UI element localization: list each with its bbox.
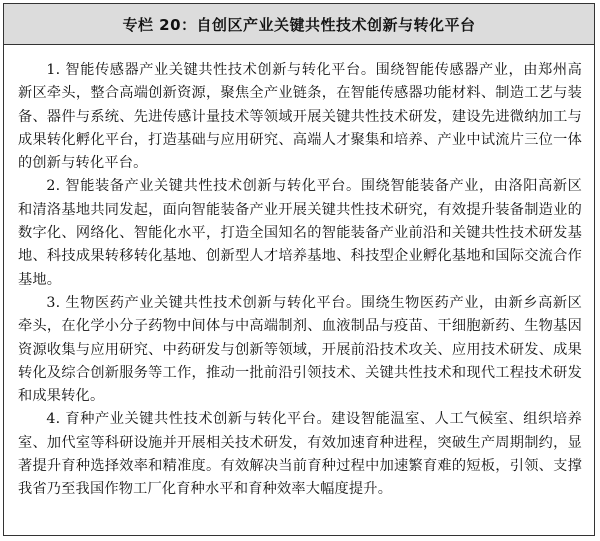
paragraph-equipment-platform: 2. 智能装备产业关键共性技术创新与转化平台。围绕智能装备产业，由洛阳高新区和清洛基地共同发起，面向智能装备产业开展关键共性技术研究，有效提升装备制造业的数字化、网络化、智能化水平，打造全国知名的智能装备产业前沿和关键共性技术研发基地、科技成果转移转化基地、创新型人才培养基地、科技型企业孵化基地和国际交流合作基地。 xyxy=(18,178,582,288)
paragraph-breeding-platform: 4. 育种产业关键共性技术创新与转化平台。建设智能温室、人工气候室、组织培养室、加代室等科研设施并开展相关技术研发，有效加速育种进程，突破生产周期制约，显著提升育种选择效率和精准度。有效解决当前育种过程中加速繁育难的短板，引领、支撑我省乃至我国作物工厂化育种水平和育种效率大幅度提升。 xyxy=(18,411,582,498)
box-title: 专栏 20：自创区产业关键共性技术创新与转化平台 xyxy=(4,4,594,45)
box-body xyxy=(4,45,594,508)
column-box xyxy=(3,3,595,536)
paragraph-sensor-platform: 1. 智能传感器产业关键共性技术创新与转化平台。围绕智能传感器产业，由郑州高新区牵头，整合高端创新资源，聚焦全产业链条，在智能传感器功能材料、制造工艺与装备、器件与系统、先进传感计量技术等领域开展关键共性技术研发，建设先进微纳加工与成果转化孵化平台，打造基础与应用研究、高端人才聚集和培养、产业中试流片三位一体的创新与转化平台。 xyxy=(18,62,582,172)
paragraph-biomedicine-platform: 3. 生物医药产业关键共性技术创新与转化平台。围绕生物医药产业，由新乡高新区牵头，在化学小分子药物中间体与中高端制剂、血液制品与疫苗、干细胞新药、生物基因资源收集与应用研究、中药研发与创新等领域，开展前沿技术攻关、应用技术研发、成果转化及综合创新服务等工作，推动一批前沿引领技术、关键共性技术和现代工程技术研发和成果转化。 xyxy=(18,294,582,405)
